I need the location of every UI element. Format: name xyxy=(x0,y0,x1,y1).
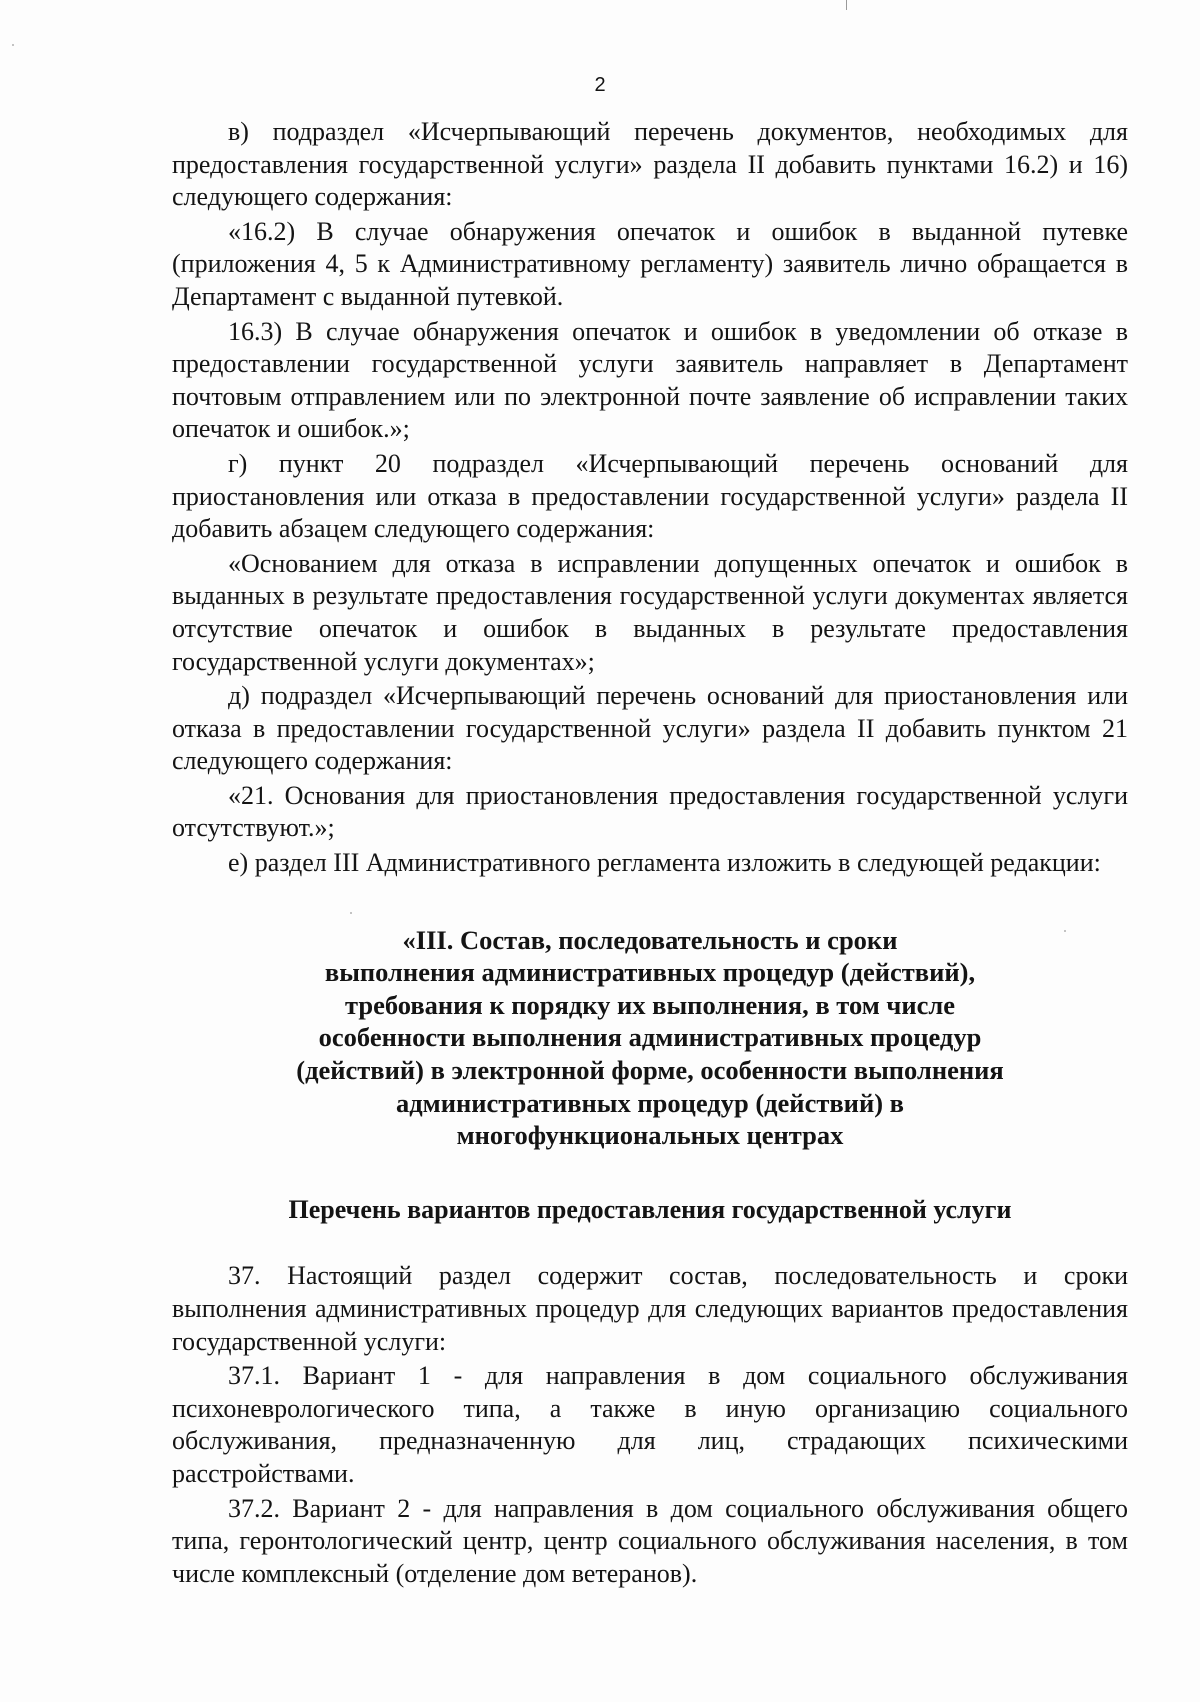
section-heading-line: многофункциональных центрах xyxy=(456,1120,844,1151)
section-heading xyxy=(172,924,1128,1152)
section-heading-line: требования к порядку их выполнения, в том числе xyxy=(344,989,956,1020)
scan-artifact-dot xyxy=(12,44,14,46)
section-heading-line: (действий) в электронной форме, особенности выполнения xyxy=(296,1055,1004,1086)
paragraph-refusal-basis: «Основанием для отказа в исправлении допущенных опечаток и ошибок в выданных в результате предоставления государственной услуги документах является отсутствие опечаток и ошибок в выданных в результате предоставления государственной услуги документах»; xyxy=(172,548,1128,676)
paragraph-clause-37: 37. Настоящий раздел содержит состав, последовательность и сроки выполнения административных процедур для следующих вариантов предоставления государственной услуги: xyxy=(172,1261,1128,1356)
section-heading-line: выполнения административных процедур (действий), xyxy=(324,957,976,988)
paragraph-item-v: в) подраздел «Исчерпывающий перечень документов, необходимых для предоставления государственной услуги» раздела II добавить пунктами 16.2) и 16) следующего содержания: xyxy=(172,117,1128,212)
section-heading-line: административных процедур (действий) в xyxy=(396,1087,904,1118)
scan-artifact-mark xyxy=(846,0,847,10)
paragraph-clause-37-2: 37.2. Вариант 2 - для направления в дом социального обслуживания общего типа, геронтологический центр, центр социального обслуживания населения, в том числе комплексный (отделение дом ветеранов). xyxy=(172,1493,1128,1588)
paragraph-clause-37-1: 37.1. Вариант 1 - для направления в дом социального обслуживания психоневрологического типа, а также в иную организацию социального обслуживания, предназначенную для лиц, страдающих психическими расстройствами. xyxy=(172,1361,1128,1488)
subsection-heading: Перечень вариантов предоставления государственной услуги xyxy=(288,1194,1012,1224)
paragraph-clause-21: «21. Основания для приостановления предоставления государственной услуги отсутствуют.»; xyxy=(172,780,1128,843)
paragraph-item-e: е) раздел III Административного регламента изложить в следующей редакции: xyxy=(228,848,1101,878)
section-heading-line: «III. Состав, последовательность и сроки xyxy=(402,924,898,955)
paragraph-item-g: г) пункт 20 подраздел «Исчерпывающий перечень оснований для приостановления или отказа в предоставлении государственной услуги» раздела II добавить абзацем следующего содержания: xyxy=(172,448,1128,544)
section-heading-line: особенности выполнения административных процедур xyxy=(318,1022,982,1053)
paragraph-item-d: д) подраздел «Исчерпывающий перечень оснований для приостановления или отказа в предоставлении государственной услуги» раздела II добавить пунктом 21 следующего содержания: xyxy=(172,681,1128,776)
document-body xyxy=(172,116,1128,1592)
paragraph-clause-16-2: «16.2) В случае обнаружения опечаток и ошибок в выданной путевке (приложения 4, 5 к Административному регламенту) заявитель лично обращается в Департамент с выданной путевкой. xyxy=(172,216,1128,311)
page-number: 2 xyxy=(594,74,606,96)
paragraph-clause-16-3: 16.3) В случае обнаружения опечаток и ошибок в уведомлении об отказе в предоставлении государственной услуги заявитель направляет в Департамент почтовым отправлением или по электронной почте заявление об исправлении таких опечаток и ошибок.»; xyxy=(172,316,1128,444)
